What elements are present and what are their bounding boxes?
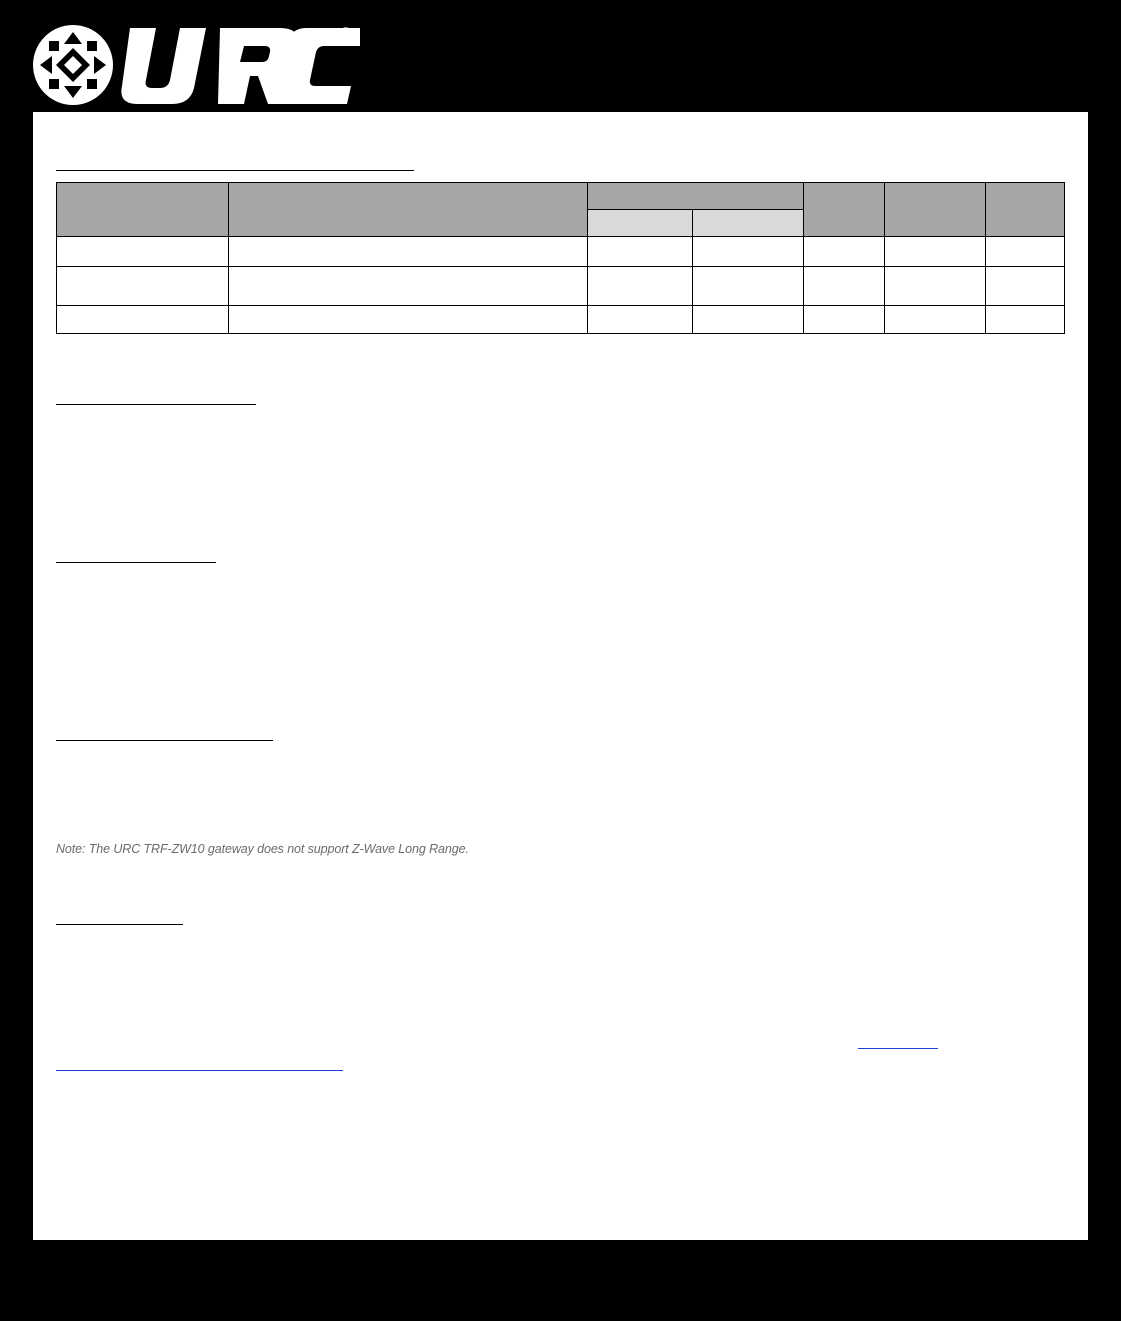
hyperlink-underline[interactable] (858, 1048, 938, 1049)
table-row (57, 267, 1065, 306)
section-heading-underline (56, 924, 183, 925)
logo-letter-c (276, 28, 360, 104)
registered-mark: ® (342, 26, 350, 37)
table-header-group-cell (588, 183, 804, 210)
table-header-cell (804, 183, 885, 237)
section-heading-underline (56, 170, 414, 171)
table-header-cell (986, 183, 1065, 237)
urc-emblem-icon (33, 25, 113, 105)
logo-letter-u (121, 28, 206, 104)
table-header-cell (885, 183, 986, 237)
section-heading-underline (56, 562, 216, 563)
urc-logo (30, 22, 360, 108)
note-text: Note: The URC TRF-ZW10 gateway does not support Z-Wave Long Range. (56, 842, 469, 856)
table-subheader-cell (693, 210, 804, 237)
document-page (33, 112, 1088, 1240)
spec-table (56, 182, 1065, 334)
table-row (57, 237, 1065, 267)
table-subheader-cell (588, 210, 693, 237)
table-header-row (57, 183, 1065, 210)
section-heading-underline (56, 404, 256, 405)
table-header-cell (57, 183, 229, 237)
table-row (57, 306, 1065, 334)
section-heading-underline (56, 740, 273, 741)
table-header-cell (229, 183, 588, 237)
hyperlink-underline[interactable] (56, 1070, 343, 1071)
